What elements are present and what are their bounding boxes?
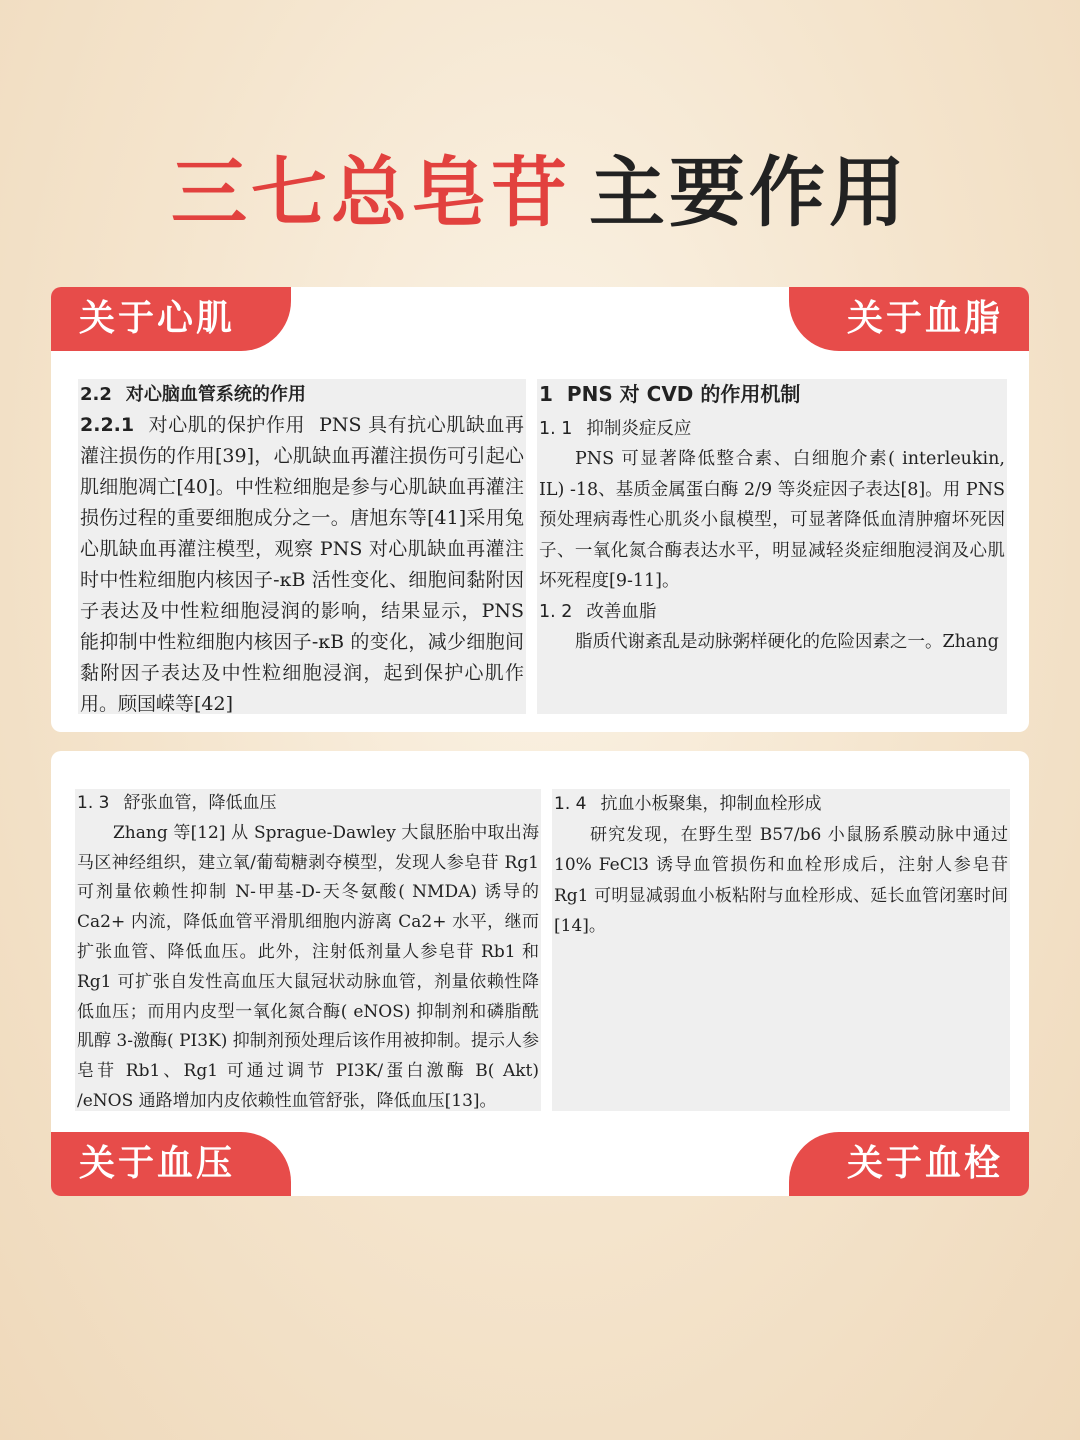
excerpt-thrombus xyxy=(552,789,1010,1111)
excerpt-heading: 1 PNS 对 CVD 的作用机制 xyxy=(539,382,801,406)
page-title xyxy=(0,148,1080,238)
tab-thrombus: 关于血栓 xyxy=(789,1132,1029,1196)
tab-blood-pressure: 关于血压 xyxy=(51,1132,291,1196)
tab-blood-lipid: 关于血脂 xyxy=(789,287,1029,351)
excerpt-heading: 2.2 对心脑血管系统的作用 xyxy=(80,384,306,405)
excerpt-body: Zhang 等[12] 从 Sprague-Dawley 大鼠胚胎中取出海马区神经组织，建立氧/葡萄糖剥夺模型，发现人参皂苷 Rg1 可剂量依赖性抑制 N-甲基-D-天冬氨酸( NMDA) 诱导的 Ca2+ 内流，降低血管平滑肌细胞内游离 Ca2+ 水平，继而扩张血管、降低血压。此外，注射低剂量人参皂苷 Rb1 和 Rg1 可扩张自发性高血压大鼠冠状动脉血管，剂量依赖性降低血压；而用内皮型一氧化氮合酶( eNOS) 抑制剂和磷脂酰肌醇 3-激酶( PI3K) 抑制剂预处理后该作用被抑制。提示人参皂苷 Rb1、Rg1 可通过调节 PI3K/蛋白激酶 B( Akt) /eNOS 通路增加内皮依赖性血管舒张，降低血压[13]。 xyxy=(77,822,539,1111)
section-heading-inflammation: 1. 1 抑制炎症反应 xyxy=(539,418,692,439)
excerpt-body: 2.2.1 对心肌的保护作用 PNS 具有抗心肌缺血再灌注损伤的作用[39]，心肌缺血再灌注损伤可引起心肌细胞凋亡[40]。中性粒细胞是参与心肌缺血再灌注损伤过程的重要细胞成分之一。唐旭东等[41]采用兔心肌缺血再灌注模型，观察 PNS 对心肌缺血再灌注时中性粒细胞内核因子-κB 活性变化、细胞间黏附因子表达及中性粒细胞浸润的影响，结果显示，PNS 能抑制中性粒细胞内核因子-κB 的变化，减少细胞间黏附因子表达及中性粒细胞浸润，起到保护心肌作用。顾国嵘等[42] xyxy=(80,414,524,714)
tab-myocardium: 关于心肌 xyxy=(51,287,291,351)
section-body-inflammation: PNS 可显著降低整合素、白细胞介素( interleukin, IL) -18、基质金属蛋白酶 2/9 等炎症因子表达[8]。用 PNS 预处理病毒性心肌炎小鼠模型，可显著降低血清肿瘤坏死因子、一氧化氮合酶表达水平，明显减轻炎症细胞浸润及心肌坏死程度[9-11]。 xyxy=(539,449,1005,591)
excerpt-heading: 1. 3 舒张血管，降低血压 xyxy=(77,793,277,813)
card-pressure-thrombus xyxy=(51,751,1029,1196)
section-heading-lipid: 1. 2 改善血脂 xyxy=(539,601,657,622)
title-main: 主要作用 xyxy=(589,148,909,237)
title-highlight: 三七总皂苷 xyxy=(171,148,571,237)
excerpt-blood-lipid xyxy=(537,379,1007,714)
excerpt-myocardium xyxy=(78,379,526,714)
excerpt-heading: 1. 4 抗血小板聚集，抑制血栓形成 xyxy=(554,794,822,814)
section-body-lipid: 脂质代谢紊乱是动脉粥样硬化的危险因素之一。Zhang xyxy=(575,632,999,652)
card-myocardium-lipid xyxy=(51,287,1029,732)
excerpt-blood-pressure xyxy=(75,789,541,1111)
excerpt-body: 研究发现，在野生型 B57/b6 小鼠肠系膜动脉中通过 10% FeCl3 诱导血管损伤和血栓形成后，注射人参皂苷 Rg1 可明显减弱血小板粘附与血栓形成、延长血管闭塞时间[14]。 xyxy=(554,824,1008,936)
